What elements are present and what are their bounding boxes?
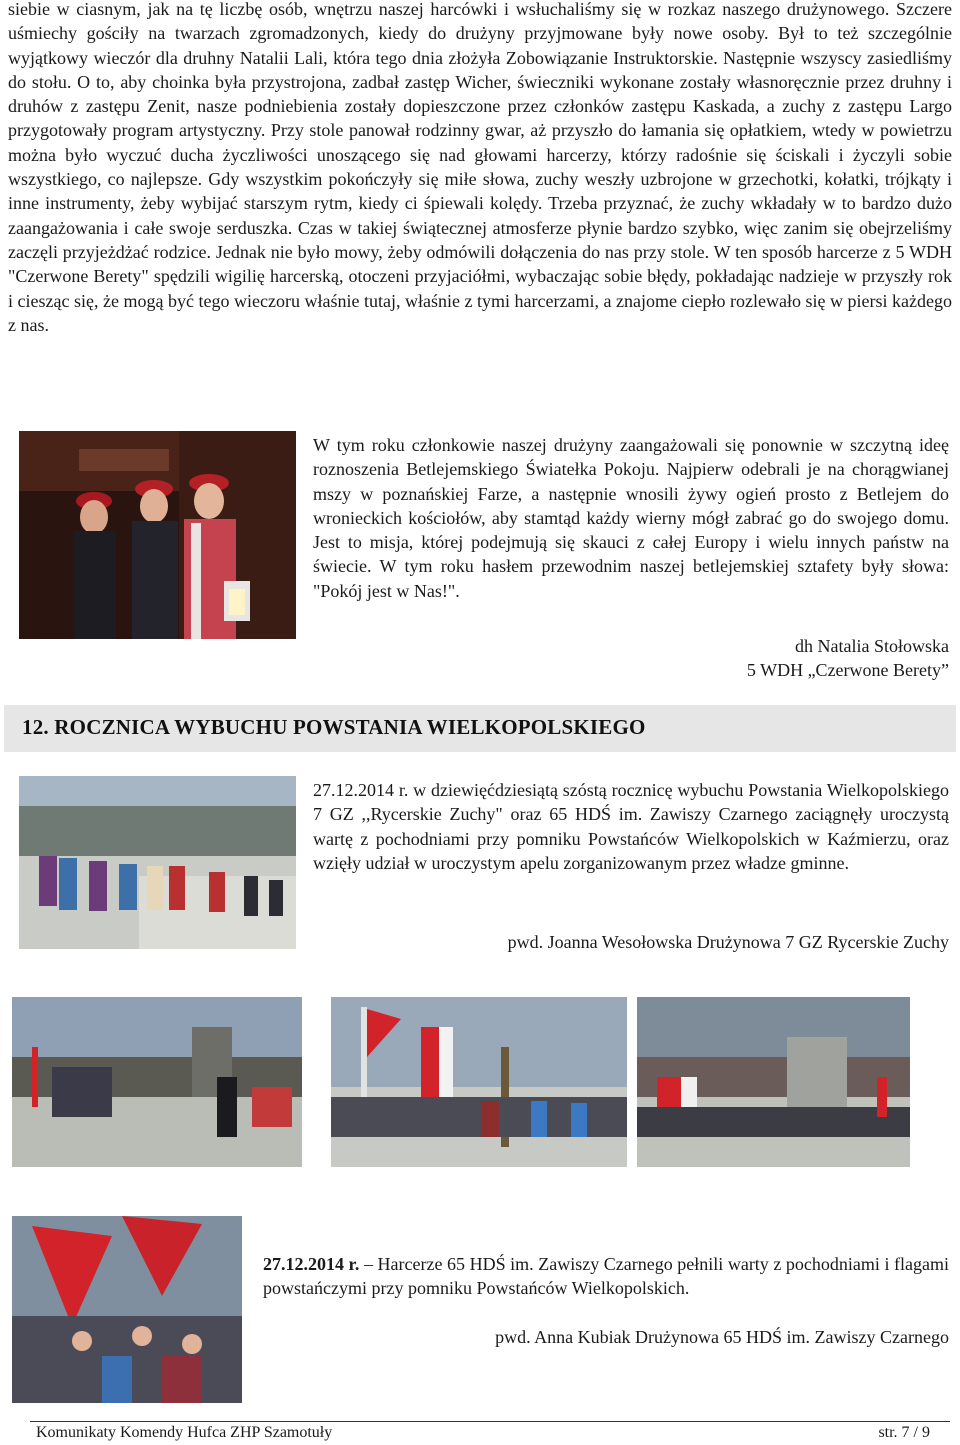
photo-monument-evening	[637, 997, 910, 1167]
section-heading-band	[4, 705, 956, 752]
light-signature-block	[313, 634, 949, 682]
watch-article	[263, 1252, 949, 1301]
anniversary-article	[313, 778, 949, 875]
footer-divider	[30, 1421, 950, 1422]
photo-scouts-with-lantern	[19, 431, 296, 639]
footer-page-number: str. 7 / 9	[878, 1424, 930, 1441]
watch-text: 27.12.2014 r. – Harcerze 65 HDŚ im. Zawiszy Czarnego pełnili warty z pochodniami i flagami powstańczymi przy pomniku Powstańców Wielkopolskich.	[263, 1254, 949, 1299]
photo-flags-crowd	[331, 997, 627, 1167]
photo-flag-bearers	[12, 1216, 242, 1403]
watch-signature-block	[263, 1325, 949, 1349]
light-of-peace-article	[313, 433, 949, 603]
watch-date: 27.12.2014 r.	[263, 1254, 360, 1274]
anniversary-text: 27.12.2014 r. w dziewięćdziesiątą szóstą rocznicę wybuchu Powstania Wielkopolskiego 7 GZ ,,Rycerskie Zuchy" oraz 65 HDŚ im. Zawiszy Czarnego zaciągnęły uroczystą wartę z pochodniami przy pomniku Powstańców Wielkopolskich w Kaźmierzu, oraz wzięły udział w uroczystym apelu zorganizowanym przez władze gminne.	[313, 780, 949, 873]
signature-author: dh Natalia Stołowska	[795, 636, 949, 656]
anniversary-signature-block	[313, 930, 949, 954]
top-paragraph: siebie w ciasnym, jak na tę liczbę osób, wnętrzu naszej harcówki i wsłuchaliśmy się w rozkaz naszego drużynowego. Szczere uśmiechy gościły na twarzach zgromadzonych, kiedy do drużyny przyjmowane były nowe osoby. Był to też szczególnie wyjątkowy wieczór dla druhny Natalii Lali, która tego dnia złożyła Zobowiązanie Instruktorskie. Następnie wszyscy zasiedliśmy do stołu. O to, aby choinka była przystrojona, zadbał zastęp Wicher, świeczniki wykonane zostały własnoręcznie przez druhny i druhów z zastępu Zenit, nasze podniebienia zostały dopieszczone przez członków zastępu Kaskada, a zuchy z zastępu Largo przygotowały program artystyczny. Przy stole panował rodzinny gwar, aż przyszło do łamania się opłatkiem, wtedy w powietrzu można było wyczuć ducha życzliwości unoszącego się nad głowami harcerzy, którzy radośnie się ściskali i życzyli sobie wszystkiego, co najlepsze. Gdy wszystkim pokończyły się miłe słowa, zuchy weszły uzbrojone w grzechotki, kołatki, trójkąty i inne instrumenty, żeby wybijać starszym rytm, kiedy ci śpiewali kolędy. Trzeba przyznać, że zuchy wkładały w to bardzo dużo zaangażowania i całe swoje serduszka. Czas w takiej świątecznej atmosferze płynie bardzo szybko, więc zanim się obejrzeliśmy zaczęli przyjeżdżać rodzice. Jednak nie było mowy, żeby odmówili dołączenia do nas przy stole. W ten sposób harcerze z 5 WDH "Czerwone Berety" spędzili wigilię harcerską, otoczeni przyjaciółmi, wybaczając sobie błędy, pokładając nadzieje w przyszły rok i ciesząc się, że mogą być tego wieczoru właśnie tutaj, właśnie z tymi harcerzami, a znajome ciepło rozlewało się w piersi każdego z nas.	[8, 0, 952, 335]
anniversary-signature: pwd. Joanna Wesołowska Drużynowa 7 GZ Rycerskie Zuchy	[507, 932, 949, 952]
photo-children-group	[19, 776, 296, 949]
watch-body: Harcerze 65 HDŚ im. Zawiszy Czarnego pełnili warty z pochodniami i flagami powstańczymi przy pomniku Powstańców Wielkopolskich.	[263, 1254, 949, 1299]
top-paragraph-block	[8, 0, 952, 337]
footer-publication: Komunikaty Komendy Hufca ZHP Szamotuły	[36, 1424, 333, 1441]
light-of-peace-text: W tym roku członkowie naszej drużyny zaangażowali się ponownie w szczytną ideę roznoszenia Betlejemskiego Światełka Pokoju. Najpierw odebrali je na chorągwianej mszy w poznańskiej Farze, a następnie wnosili żywy ogień prosto z Betlejem do wronieckich kościołów, aby stamtąd każdy wierny mógł zabrać go do swojego domu. Jest to misja, której podejmują się skauci z całej Europy i wielu innych państw na świecie. W tym roku hasłem przewodnim naszej betlejemskiej sztafety były słowa: "Pokój jest w Nas!".	[313, 435, 949, 601]
section-heading: 12. ROCZNICA WYBUCHU POWSTANIA WIELKOPOLSKIEGO	[22, 715, 646, 739]
watch-signature: pwd. Anna Kubiak Drużynowa 65 HDŚ im. Zawiszy Czarnego	[495, 1327, 949, 1347]
signature-unit: 5 WDH „Czerwone Berety”	[746, 660, 949, 680]
photo-monument-ceremony	[12, 997, 302, 1167]
